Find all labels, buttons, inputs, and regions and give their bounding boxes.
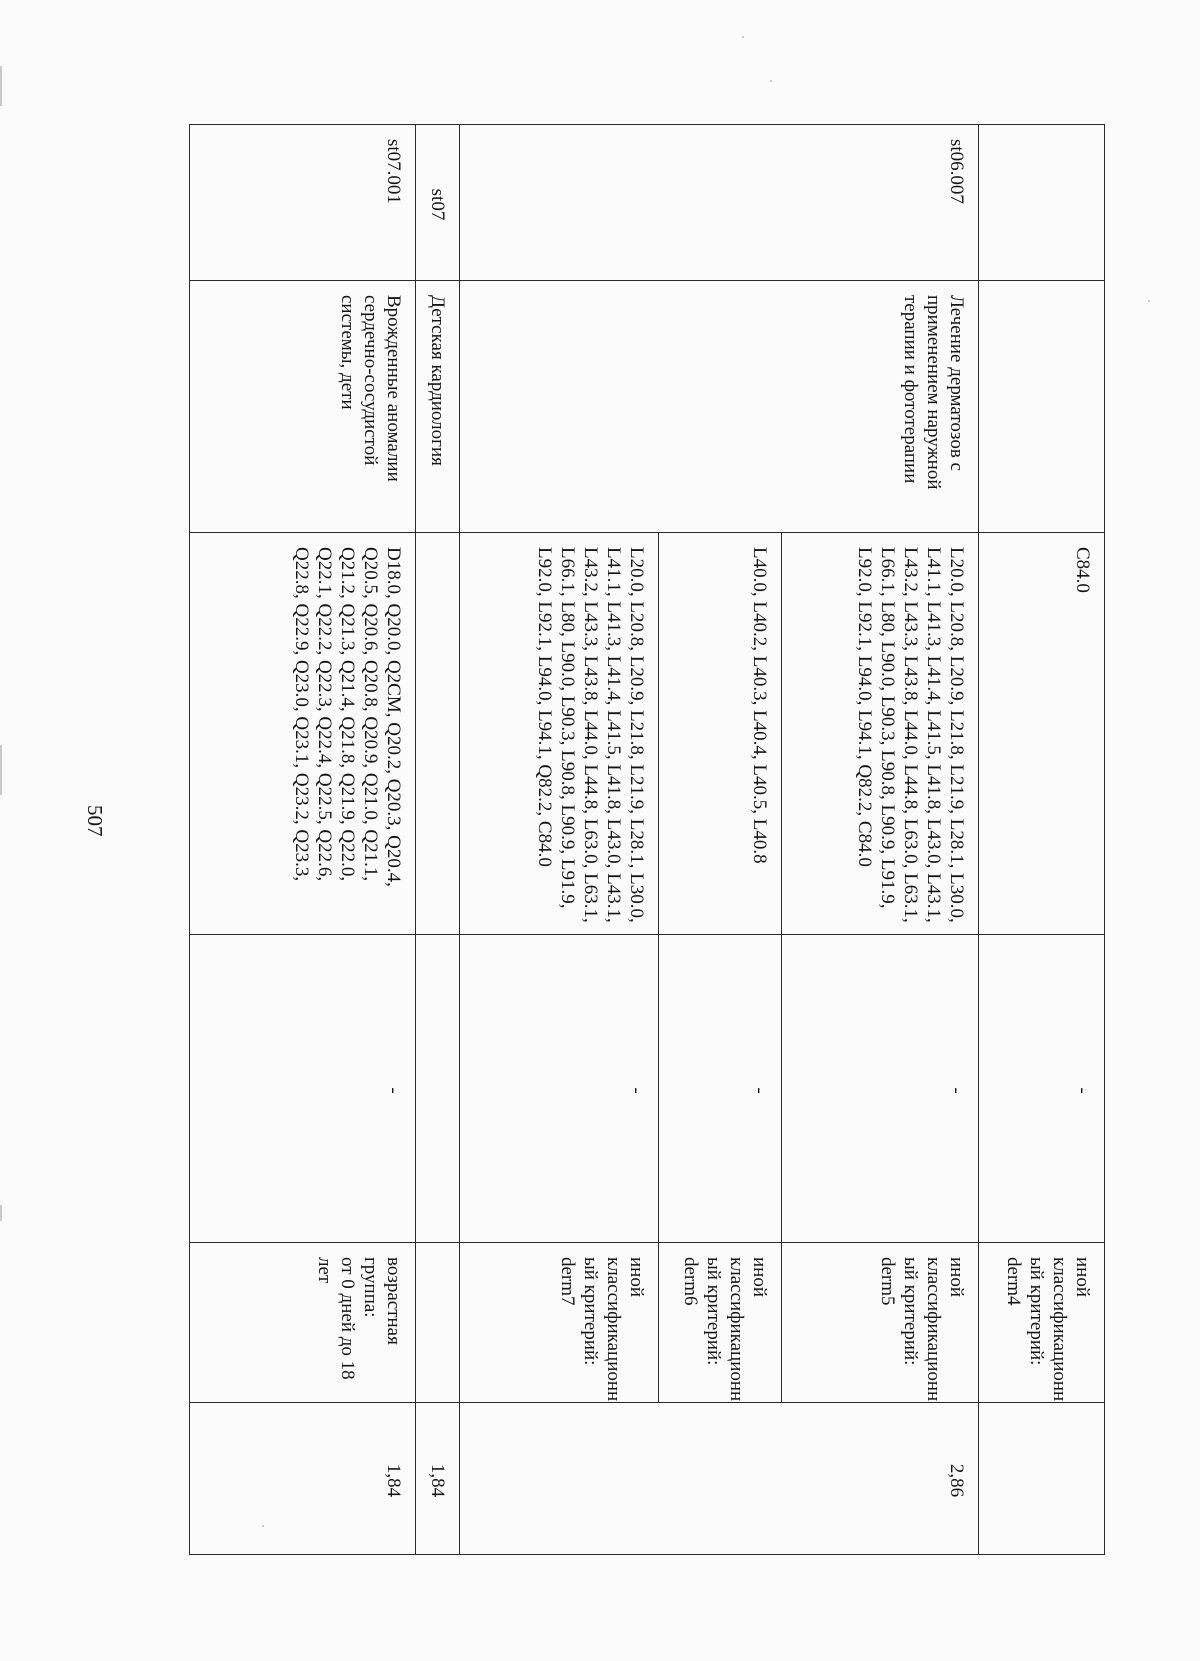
table-row bbox=[190, 125, 416, 1555]
mkb-extra-cell: - bbox=[782, 935, 979, 1243]
name-cell: Лечение дерматозов с применением наружной терапии и фототерапии bbox=[460, 281, 979, 533]
scan-edge-mark bbox=[0, 66, 2, 106]
tariff-table bbox=[189, 124, 1105, 1555]
mkb-cell bbox=[416, 533, 460, 935]
criteria-cell: иной классификационн ый критерий: derm5 bbox=[782, 1243, 979, 1403]
table-row bbox=[416, 125, 460, 1555]
mkb-cell: L20.0, L20.8, L20.9, L21.8, L21.9, L28.1, L30.0, L41.1, L41.3, L41.4, L41.5, L41.8, L43.0, L43.1, L43.2, L43.3, L43.8, L44.0, L44.8, L63.0, L63.1, L66.1, L80, L90.0, L90.3, L90.8, L90.9, L91.9, L92.0, L92.1, L94.0, L94.1, Q82.2, C84.0 bbox=[460, 533, 659, 935]
name-cell bbox=[979, 281, 1105, 533]
code-cell bbox=[979, 125, 1105, 281]
criteria-cell: иной классификационн ый критерий: derm6 bbox=[659, 1243, 782, 1403]
criteria-cell: возрастная группа: от 0 дней до 18 лет bbox=[190, 1243, 416, 1403]
mkb-extra-cell: - bbox=[190, 935, 416, 1243]
scan-edge-mark bbox=[0, 1205, 2, 1221]
table-row bbox=[979, 125, 1105, 1555]
mkb-extra-cell: - bbox=[659, 935, 782, 1243]
criteria-cell: иной классификационн ый критерий: derm4 bbox=[979, 1243, 1105, 1403]
name-cell: Врожденные аномалии сердечно-сосудистой системы, дети bbox=[190, 281, 416, 533]
coefficient-cell: 1,84 bbox=[416, 1403, 460, 1555]
criteria-cell bbox=[416, 1243, 460, 1403]
mkb-cell: D18.0, Q20.0, Q2CM, Q20.2, Q20.3, Q20.4, Q20.5, Q20.6, Q20.8, Q20.9, Q21.0, Q21.1, Q21.2, Q21.3, Q21.4, Q21.8, Q21.9, Q22.0, Q22.1, Q22.2, Q22.3, Q22.4, Q22.5, Q22.6, Q22.8, Q22.9, Q23.0, Q23.1, Q23.2, Q23.3, bbox=[190, 533, 416, 935]
coefficient-cell: 1,84 bbox=[190, 1403, 416, 1555]
coefficient-cell bbox=[979, 1403, 1105, 1555]
scan-edge-mark bbox=[0, 745, 2, 795]
mkb-cell: L20.0, L20.8, L20.9, L21.8, L21.9, L28.1, L30.0, L41.1, L41.3, L41.4, L41.5, L41.8, L43.0, L43.1, L43.2, L43.3, L43.8, L44.0, L44.8, L63.0, L63.1, L66.1, L80, L90.0, L90.3, L90.8, L90.9, L91.9, L92.0, L92.1, L94.0, L94.1, Q82.2, C84.0 bbox=[782, 533, 979, 935]
mkb-extra-cell bbox=[416, 935, 460, 1243]
mkb-extra-cell: - bbox=[979, 935, 1105, 1243]
coefficient-cell: 2,86 bbox=[460, 1403, 979, 1555]
mkb-cell: L40.0, L40.2, L40.3, L40.4, L40.5, L40.8 bbox=[659, 533, 782, 935]
scan-speck bbox=[770, 80, 772, 82]
mkb-cell: C84.0 bbox=[979, 533, 1105, 935]
scan-speck bbox=[1148, 300, 1150, 302]
name-cell: Детская кардиология bbox=[416, 281, 460, 533]
code-cell: st07.001 bbox=[190, 125, 416, 281]
code-cell: st06.007 bbox=[460, 125, 979, 281]
criteria-cell: иной классификационн ый критерий: derm7 bbox=[460, 1243, 659, 1403]
page-number: 507 bbox=[83, 805, 107, 837]
rotated-page bbox=[83, 124, 1105, 1554]
scan-speck bbox=[742, 36, 744, 38]
code-cell: st07 bbox=[416, 125, 460, 281]
mkb-extra-cell: - bbox=[460, 935, 659, 1243]
table-row bbox=[782, 125, 979, 1555]
